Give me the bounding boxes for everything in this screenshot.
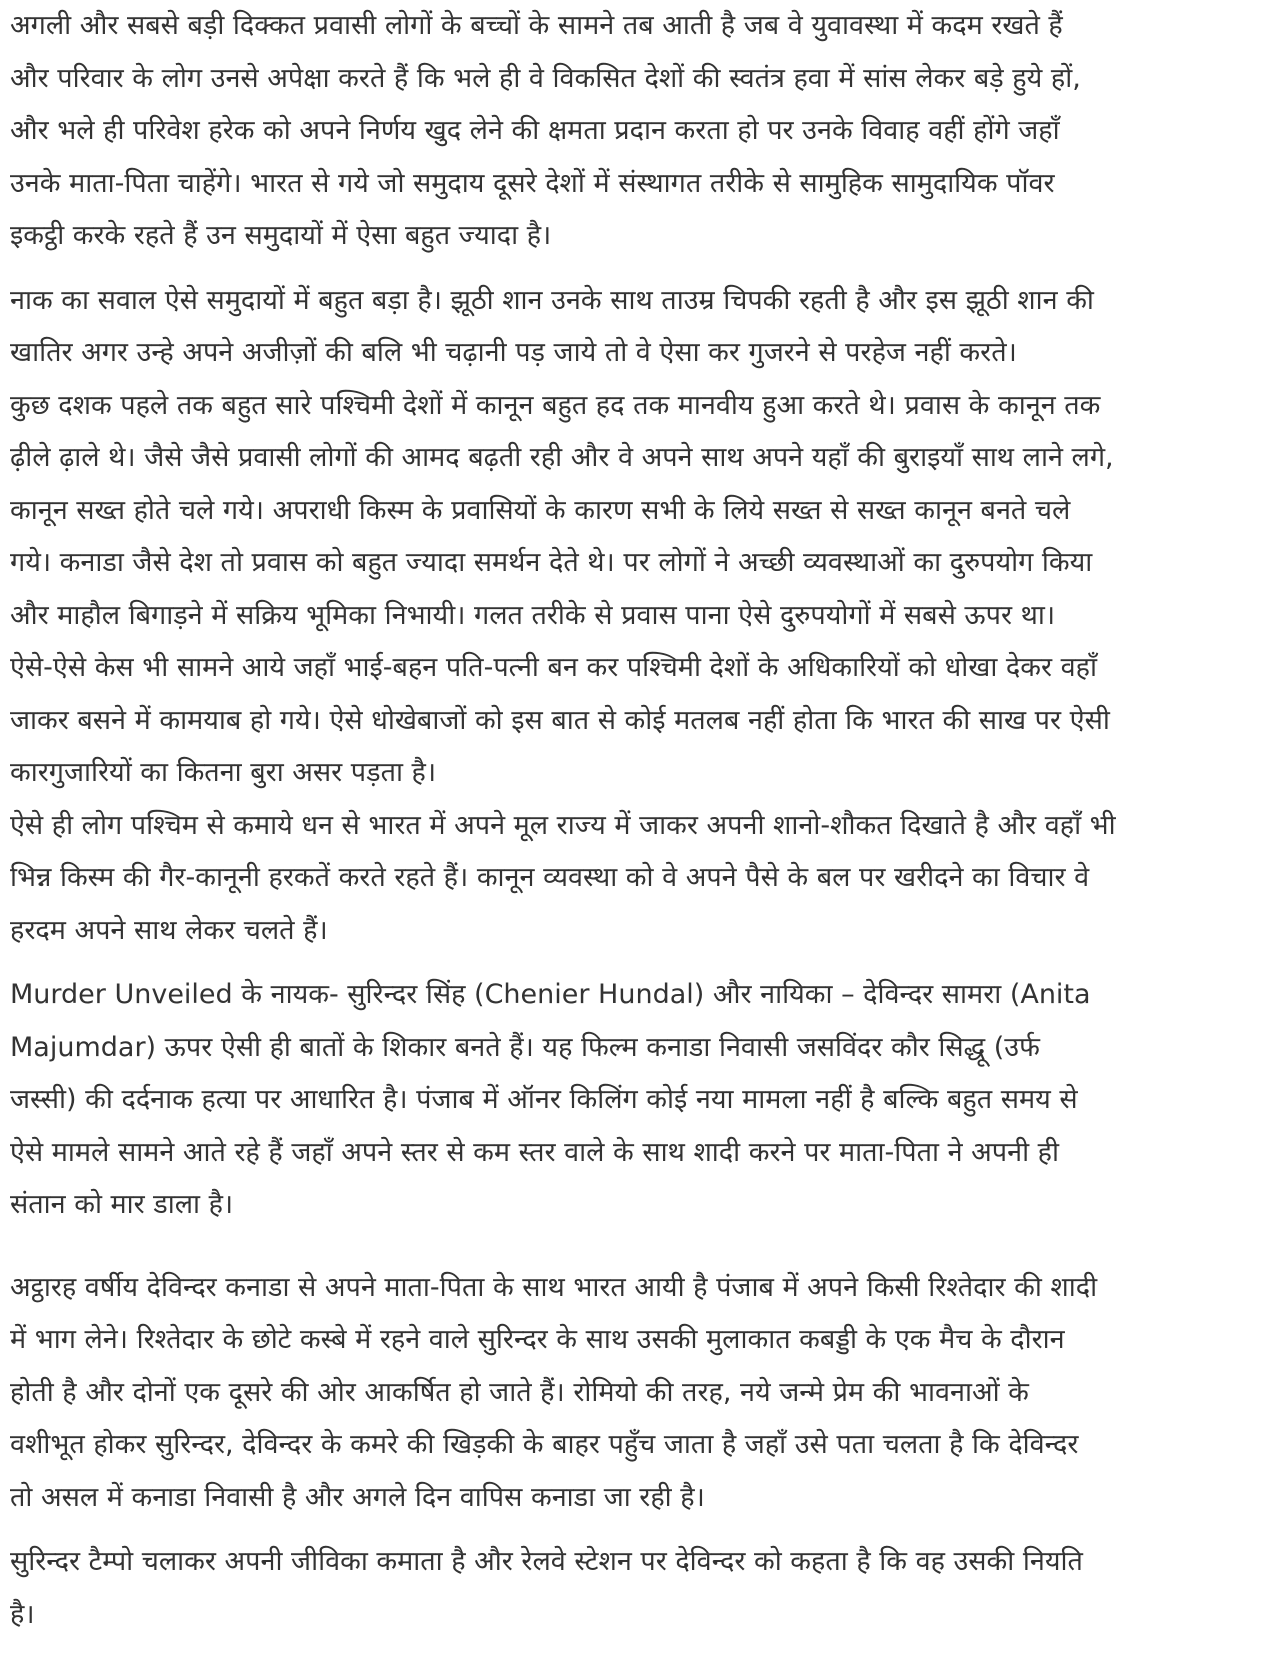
article-body (10, 0, 1255, 1641)
paragraph-3: ऐसे ही लोग पश्चिम से कमाये धन से भारत में अपने मूल राज्य में जाकर अपनी शानो-शौकत दिखाते है और वहाँ भी भिन्न किस्म की गैर-कानूनी हरकतें करते रहते हैं। कानून व्यवस्था को वे अपने पैसे के बल पर खरीदने का विचार वे हरदम अपने साथ लेकर चलते हैं। (10, 809, 1116, 946)
paragraph-5: अट्ठारह वर्षीय देविन्दर कनाडा से अपने माता-पिता के साथ भारत आयी है पंजाब में अपने किसी रिश्तेदार की शादी में भाग लेने। रिश्तेदार के छोटे कस्बे में रहने वाले सुरिन्दर के साथ उसकी मुलाकात कबड्डी के एक मैच के दौरान होती है और दोनों एक दूसरे की ओर आकर्षित हो जाते हैं। रोमियो की तरह, नये जन्मे प्रेम की भावनाओं के वशीभूत होकर सुरिन्दर, देविन्दर के कमरे की खिड़की के बाहर पहुँच जाता है जहाँ उसे पता चलता है कि देविन्दर तो असल में कनाडा निवासी है और अगले दिन वापिस कनाडा जा रही है। (10, 1271, 1098, 1513)
paragraph-6: सुरिन्दर टैम्पो चलाकर अपनी जीविका कमाता है और रेलवे स्टेशन पर देविन्दर को कहता है कि वह उसकी नियति है। (10, 1546, 1083, 1630)
paragraph-2: नाक का सवाल ऐसे समुदायों में बहुत बड़ा है। झूठी शान उनके साथ ताउम्र चिपकी रहती है और इस झूठी शान की खातिर अगर उन्हे अपने अजीज़ों की बलि भी चढ़ानी पड़ जाये तो वे ऐसा कर गुजरने से परहेज नहीं करते। कुछ दशक पहले तक बहुत सारे पश्चिमी देशों में कानून बहुत हद तक मानवीय हुआ करते थे। प्रवास के कानून तक ढ़ीले ढ़ाले थे। जैसे जैसे प्रवासी लोगों की आमद बढ़ती रही और वे अपने साथ अपने यहाँ की बुराइयाँ साथ लाने लगे, कानून सख्त होते चले गये। अपराधी किस्म के प्रवासियों के कारण सभी के लिये सख्त से सख्त कानून बनते चले गये। कनाडा जैसे देश तो प्रवास को बहुत ज्यादा समर्थन देते थे। पर लोगों ने अच्छी व्यवस्थाओं का दुरुपयोग किया और माहौल बिगाड़ने में सक्रिय भूमिका निभायी। गलत तरीके से प्रवास पाना ऐसे दुरुपयोगों में सबसे ऊपर था। ऐसे-ऐसे केस भी सामने आये जहाँ भाई-बहन पति-पत्नी बन कर पश्चिमी देशों के अधिकारियों को धोखा देकर वहाँ जाकर बसने में कामयाब हो गये। ऐसे धोखेबाजों को इस बात से कोई मतलब नहीं होता कि भारत की साख पर ऐसी कारगुजारियों का कितना बुरा असर पड़ता है। (10, 284, 1114, 788)
paragraph-1: अगली और सबसे बड़ी दिक्कत प्रवासी लोगों के बच्चों के सामने तब आती है जब वे युवावस्था में कदम रखते हैं और परिवार के लोग उनसे अपेक्षा करते हैं कि भले ही वे विकसित देशों की स्वतंत्र हवा में सांस लेकर बड़े हुये हों, और भले ही परिवेश हरेक को अपने निर्णय खुद लेने की क्षमता प्रदान करता हो पर उनके विवाह वहीं होंगे जहाँ उनके माता-पिता चाहेंगे। भारत से गये जो समुदाय दूसरे देशों में संस्थागत तरीके से सामुहिक सामुदायिक पॉवर इकट्ठी करके रहते हैं उन समुदायों में ऐसा बहुत ज्यादा है। (10, 10, 1081, 251)
paragraph-4: Murder Unveiled के नायक- सुरिन्दर सिंह (Chenier Hundal) और नायिका – देविन्दर सामरा (Anita Majumdar) ऊपर ऐसी ही बातों के शिकार बनते हैं। यह फिल्म कनाडा निवासी जसविंदर कौर सिद्धू (उर्फ जस्सी) की दर्दनाक हत्या पर आधारित है। पंजाब में ऑनर किलिंग कोई नया मामला नहीं है बल्कि बहुत समय से ऐसे मामले सामने आते रहे हैं जहाँ अपने स्तर से कम स्तर वाले के साथ शादी करने पर माता-पिता ने अपनी ही संतान को मार डाला है। (10, 979, 1091, 1220)
